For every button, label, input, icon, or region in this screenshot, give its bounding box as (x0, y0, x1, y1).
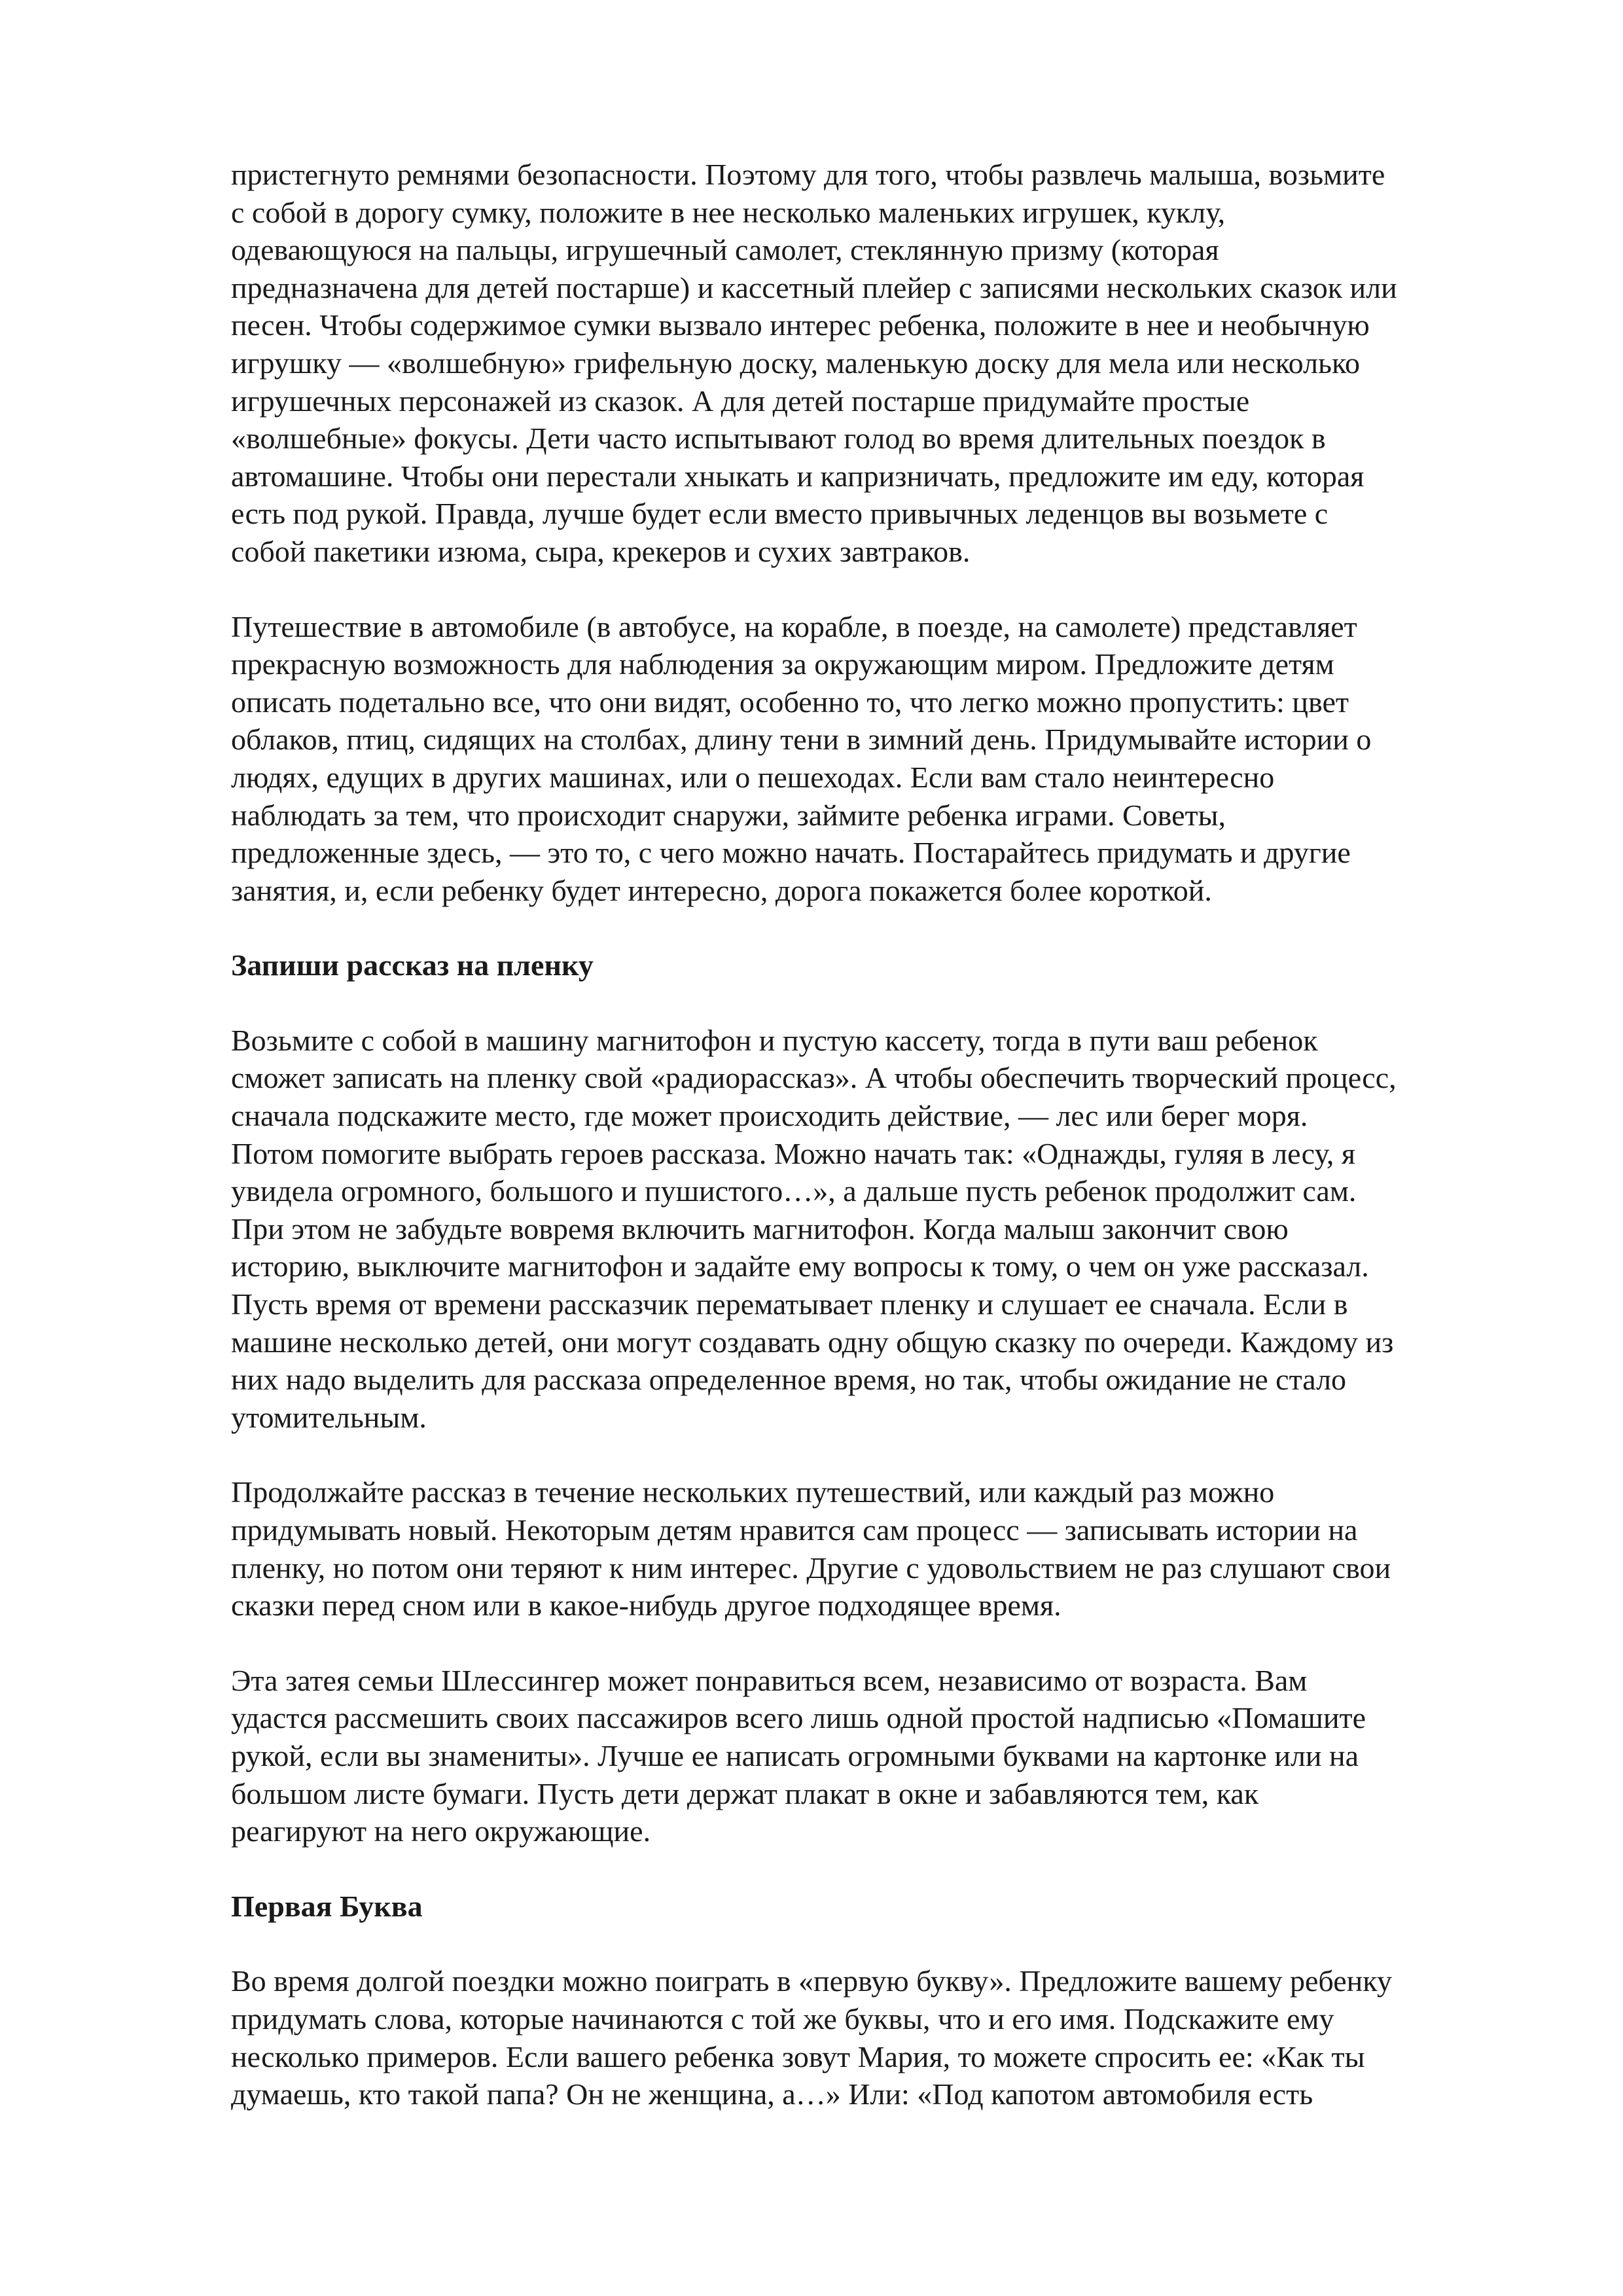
text-line: облаков, птиц, сидящих на столбах, длину тени в зимний день. Придумывайте истории о (231, 723, 1372, 757)
text-line: сможет записать на пленку свой «радиорассказ». А чтобы обеспечить творческий процесс, (231, 1061, 1397, 1095)
body-paragraph (231, 1022, 1533, 1437)
body-paragraph (231, 1473, 1533, 1624)
body-paragraph (231, 608, 1533, 910)
text-line: удастся рассмешить своих пассажиров всего лишь одной простой надписью «Помашите (231, 1701, 1366, 1735)
text-line: одевающуюся на пальцы, игрушечный самолет, стеклянную призму (которая (231, 233, 1219, 267)
text-line: занятия, и, если ребенку будет интересно, дорога покажется более короткой. (231, 873, 1212, 907)
text-line: них надо выделить для рассказа определенное время, но так, чтобы ожидание не стало (231, 1363, 1347, 1397)
text-line: людях, едущих в других машинах, или о пешеходах. Если вам стало неинтересно (231, 760, 1275, 794)
text-line: сначала подскажите место, где может происходить действие, — лес или берег моря. (231, 1099, 1308, 1133)
text-line: пленку, но потом они теряют к ним интерес. Другие с удовольствием не раз слушают свои (231, 1551, 1391, 1585)
text-line: песен. Чтобы содержимое сумки вызвало интерес ребенка, положите в нее и необычную (231, 308, 1370, 342)
body-paragraph (231, 156, 1533, 571)
text-line: Во время долгой поездки можно поиграть в «первую букву». Предложите вашему ребенку (231, 1964, 1392, 1998)
text-line: описать подетально все, что они видят, особенно то, что легко можно пропустить: цвет (231, 685, 1349, 719)
section-heading: Запиши рассказ на пленку (231, 948, 594, 982)
text-line: большом листе бумаги. Пусть дети держат плакат в окне и забавляются тем, как (231, 1776, 1259, 1810)
text-line: наблюдать за тем, что происходит снаружи, займите ребенка играми. Советы, (231, 798, 1226, 832)
text-line: предложенные здесь, — это то, с чего можно начать. Постарайтесь придумать и другие (231, 836, 1351, 870)
text-line: Пусть время от времени рассказчик перематывает пленку и слушает ее сначала. Если в (231, 1287, 1348, 1321)
text-line: «волшебные» фокусы. Дети часто испытывают голод во время длительных поездок в (231, 422, 1326, 456)
text-line: предназначена для детей постарше) и кассетный плейер с записями нескольких сказок или (231, 270, 1397, 304)
text-line: При этом не забудьте вовремя включить магнитофон. Когда малыш закончит свою (231, 1211, 1289, 1246)
text-line: придумывать новый. Некоторым детям нравится сам процесс — записывать истории на (231, 1513, 1358, 1547)
document-page (231, 156, 1533, 2151)
text-line: придумать слова, которые начинаются с той же буквы, что и его имя. Подскажите ему (231, 2001, 1334, 2036)
text-line: есть под рукой. Правда, лучше будет если вместо привычных леденцов вы возьмете с (231, 497, 1329, 531)
text-line: автомашине. Чтобы они перестали хныкать и капризничать, предложите им еду, которая (231, 459, 1364, 493)
text-line: пристегнуто ремнями безопасности. Поэтому для того, чтобы развлечь малыша, возьмите (231, 158, 1385, 191)
body-paragraph (231, 1962, 1533, 2113)
body-paragraph (231, 1662, 1533, 1850)
text-line: Продолжайте рассказ в течение нескольких путешествий, или каждый раз можно (231, 1475, 1275, 1509)
text-line: реагируют на него окружающие. (231, 1814, 651, 1848)
text-line: сказки перед сном или в какое-нибудь другое подходящее время. (231, 1588, 1061, 1623)
text-line: Возьмите с собой в машину магнитофон и пустую кассету, тогда в пути ваш ребенок (231, 1023, 1318, 1057)
text-line: рукой, если вы знамениты». Лучше ее написать огромными буквами на картонке или на (231, 1738, 1359, 1772)
text-line: думаешь, кто такой папа? Он не женщина, а…» Или: «Под капотом автомобиля есть (231, 2077, 1313, 2111)
text-line: игрушку — «волшебную» грифельную доску, маленькую доску для мела или несколько (231, 346, 1361, 380)
text-line: Путешествие в автомобиле (в автобусе, на корабле, в поезде, на самолете) представляет (231, 609, 1357, 643)
text-line: утомительным. (231, 1400, 427, 1434)
text-line: Эта затея семьи Шлессингер может понравиться всем, независимо от возраста. Вам (231, 1663, 1308, 1697)
text-line: собой пакетики изюма, сыра, крекеров и сухих завтраков. (231, 534, 971, 568)
text-line: машине несколько детей, они могут создавать одну общую сказку по очереди. Каждому из (231, 1325, 1394, 1359)
text-line: Потом помогите выбрать героев рассказа. Можно начать так: «Однажды, гуляя в лесу, я (231, 1136, 1356, 1170)
text-line: увидела огромного, большого и пушистого…», а дальше пусть ребенок продолжит сам. (231, 1174, 1357, 1208)
section-heading: Первая Буква (231, 1889, 423, 1923)
text-line: историю, выключите магнитофон и задайте ему вопросы к тому, о чем он уже рассказал. (231, 1249, 1369, 1283)
text-line: игрушечных персонажей из сказок. А для детей постарше придумайте простые (231, 384, 1250, 418)
text-line: с собой в дорогу сумку, положите в нее несколько маленьких игрушек, куклу, (231, 195, 1226, 229)
text-line: несколько примеров. Если вашего ребенка зовут Мария, то можете спросить ее: «Как ты (231, 2039, 1365, 2073)
text-line: прекрасную возможность для наблюдения за окружающим миром. Предложите детям (231, 647, 1334, 681)
